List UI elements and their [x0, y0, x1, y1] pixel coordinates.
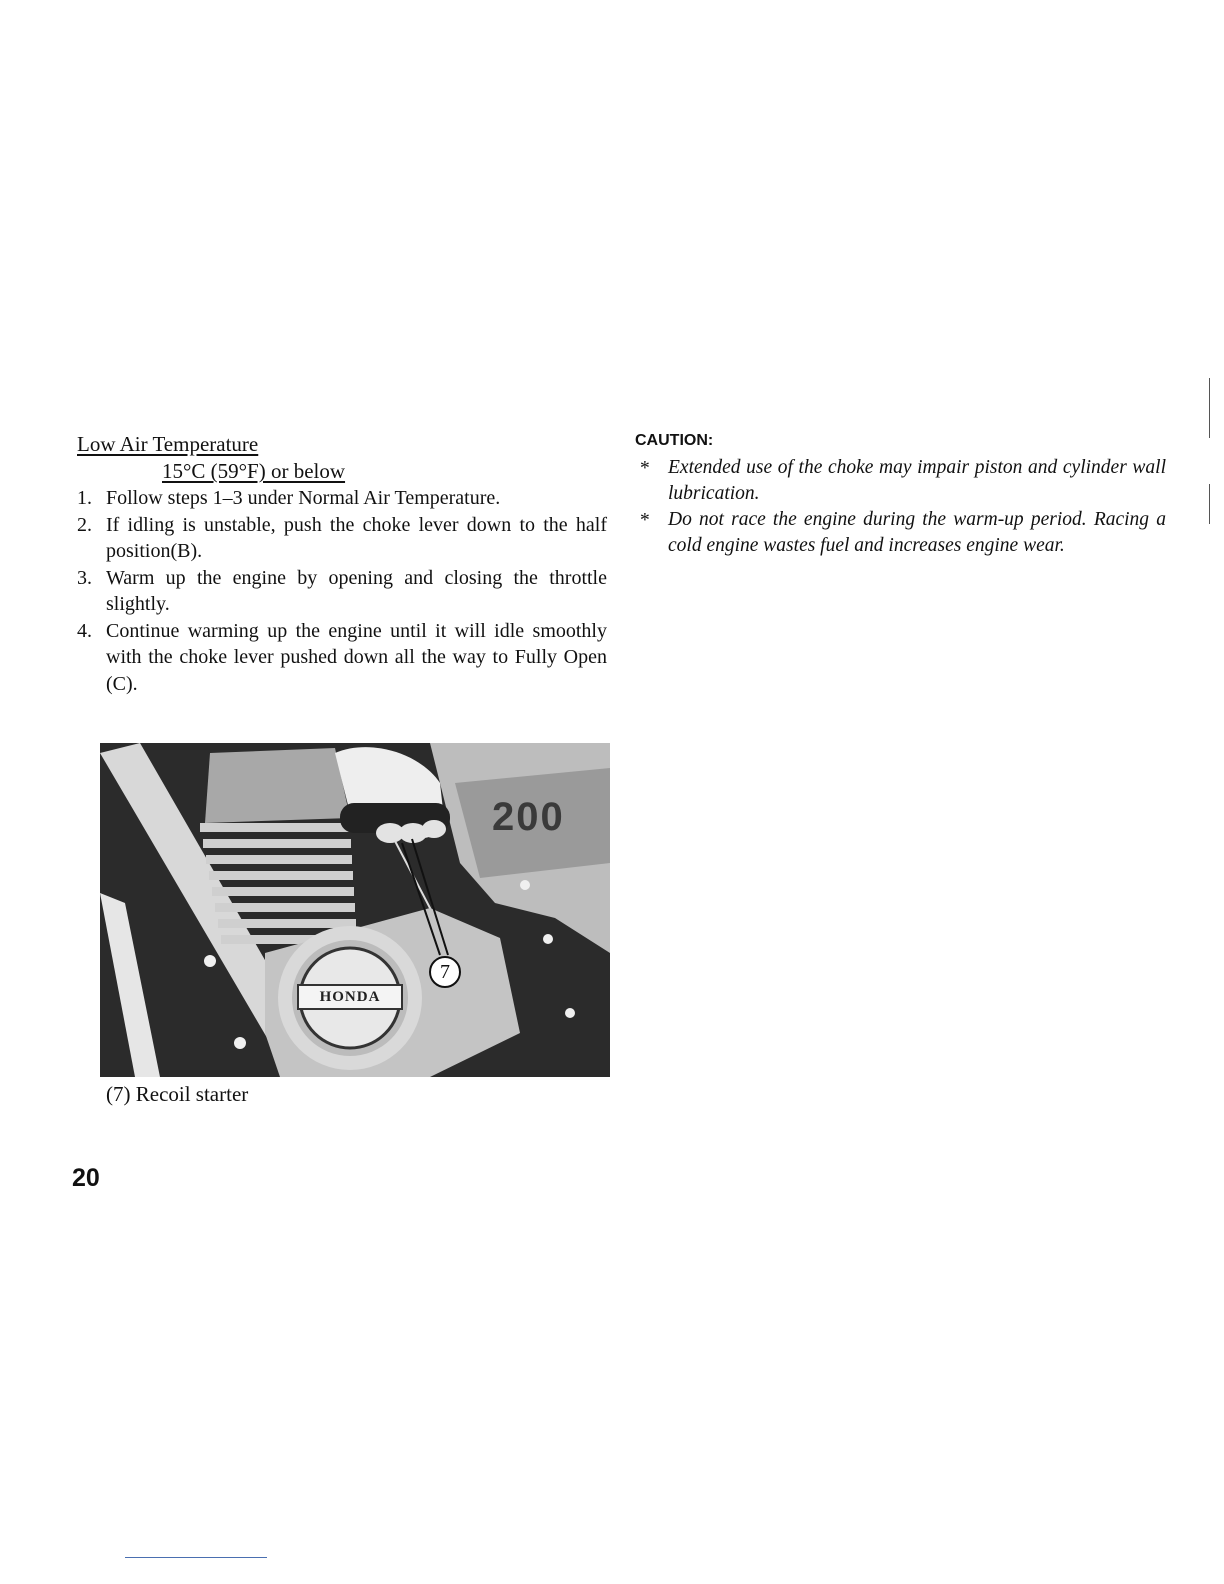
- step-item: [77, 512, 607, 565]
- low-air-temperature-heading: Low Air Temperature: [77, 432, 259, 456]
- footer-rule: [125, 1557, 267, 1558]
- step-item: [77, 618, 607, 698]
- step-item: [77, 485, 607, 512]
- callout-number-7: 7: [440, 961, 450, 983]
- honda-cover-logo: HONDA: [319, 989, 381, 1005]
- caution-list: [640, 455, 1166, 559]
- warm-up-steps-list: [77, 485, 607, 697]
- step-number: 3.: [77, 566, 92, 589]
- engine-photo: [100, 743, 610, 1077]
- step-text: If idling is unstable, push the choke lever down to the half position(B).: [106, 513, 607, 562]
- caution-heading: CAUTION:: [635, 432, 714, 449]
- step-text: Follow steps 1–3 under Normal Air Temperature.: [106, 487, 501, 509]
- step-item: [77, 565, 607, 618]
- temperature-subheading: 15°C (59°F) or below: [162, 459, 346, 483]
- tank-model-badge: 200: [492, 795, 565, 839]
- step-number: 1.: [77, 487, 92, 509]
- caution-item: [640, 455, 1166, 507]
- asterisk-bullet: *: [640, 510, 650, 531]
- step-text: Continue warming up the engine until it will idle smoothly with the choke lever pushed down all the way to Fully Open (C).: [106, 619, 607, 695]
- page-number: 20: [72, 1164, 100, 1192]
- asterisk-bullet: *: [640, 458, 650, 479]
- photo-caption: (7) Recoil starter: [106, 1082, 249, 1106]
- step-text: Warm up the engine by opening and closing the throttle slightly.: [106, 566, 607, 615]
- step-number: 4.: [77, 619, 92, 642]
- scan-edge-mark: [1209, 484, 1210, 524]
- caution-text: Do not race the engine during the warm-up period. Racing a cold engine wastes fuel and increases engine wear.: [668, 509, 1166, 556]
- caution-item: [640, 507, 1166, 559]
- step-number: 2.: [77, 513, 92, 536]
- caution-text: Extended use of the choke may impair piston and cylinder wall lubrication.: [668, 457, 1166, 504]
- scan-edge-mark: [1209, 378, 1210, 438]
